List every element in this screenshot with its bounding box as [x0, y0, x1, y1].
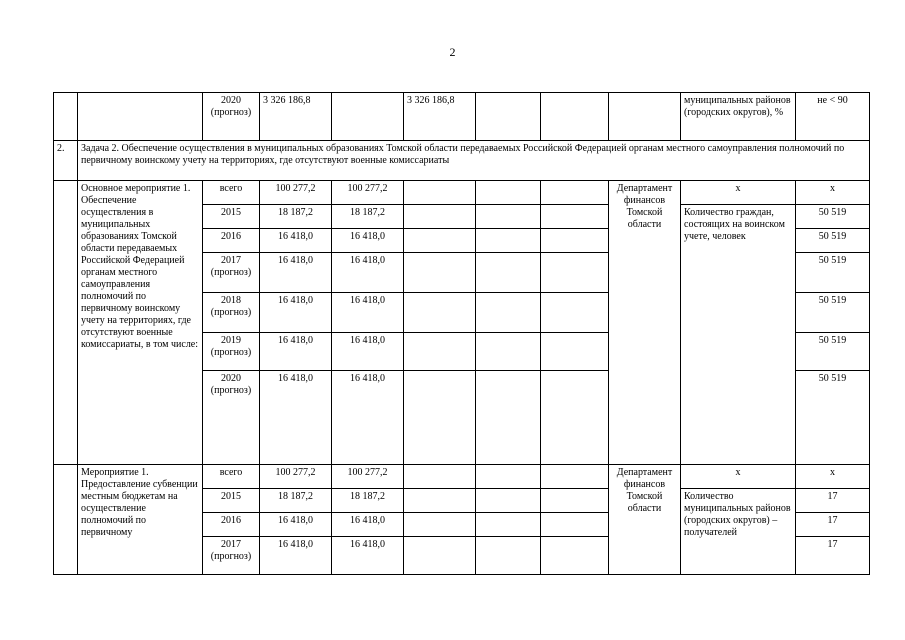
year-cell: 2020 (прогноз) [203, 93, 260, 141]
federal-cell: 3 326 186,8 [404, 93, 476, 141]
federal-cell: 16 418,0 [332, 293, 404, 333]
total-cell: 16 418,0 [260, 513, 332, 537]
task-row [54, 141, 870, 181]
federal-cell: 16 418,0 [332, 253, 404, 293]
indicator-cell: Количество муниципальных районов (городских округов) – получателей [681, 489, 796, 575]
total-cell: 3 326 186,8 [260, 93, 332, 141]
total-cell: 16 418,0 [260, 371, 332, 465]
table-row [54, 93, 870, 141]
federal-cell: 16 418,0 [332, 333, 404, 371]
table-row [54, 181, 870, 205]
table-row [54, 465, 870, 489]
federal-cell: 16 418,0 [332, 513, 404, 537]
value-cell: 50 519 [796, 293, 870, 333]
activity-1-name: Мероприятие 1. Предоставление субвенции местным бюджетам на осуществление полномочий по первичному [78, 465, 203, 575]
federal-cell: 100 277,2 [332, 465, 404, 489]
federal-cell: 16 418,0 [332, 537, 404, 575]
year-cell: 2017 (прогноз) [203, 537, 260, 575]
total-cell: 16 418,0 [260, 293, 332, 333]
executor-cell: Департамент финансов Томской области [609, 181, 681, 465]
indicator-header: х [681, 181, 796, 205]
main-activity-name: Основное мероприятие 1. Обеспечение осуществления в муниципальных образованиях Томской области передаваемых Российской Федерацией органам местного самоуправления полномочий по первичному воинскому учету на территориях, где отсутствуют военные комиссариаты, в том числе: [78, 181, 203, 465]
indicator-cell: муниципальных районов (городских округов), % [681, 93, 796, 141]
year-cell: 2015 [203, 489, 260, 513]
value-cell: 17 [796, 489, 870, 513]
total-cell: 100 277,2 [260, 181, 332, 205]
year-cell: 2015 [203, 205, 260, 229]
total-cell: 18 187,2 [260, 205, 332, 229]
executor-cell: Департамент финансов Томской области [609, 465, 681, 575]
value-cell: не < 90 [796, 93, 870, 141]
page-number: 2 [449, 45, 456, 59]
total-cell: 16 418,0 [260, 537, 332, 575]
year-cell: 2018 (прогноз) [203, 293, 260, 333]
value-cell: х [796, 465, 870, 489]
federal-cell: 18 187,2 [332, 205, 404, 229]
value-cell: х [796, 181, 870, 205]
year-cell: всего [203, 465, 260, 489]
federal-cell: 16 418,0 [332, 229, 404, 253]
year-cell: 2016 [203, 229, 260, 253]
task-number: 2. [54, 141, 78, 181]
year-cell: всего [203, 181, 260, 205]
value-cell: 50 519 [796, 205, 870, 229]
indicator-header: х [681, 465, 796, 489]
value-cell: 50 519 [796, 253, 870, 293]
regional-cell [332, 93, 404, 141]
value-cell: 50 519 [796, 333, 870, 371]
year-cell: 2019 (прогноз) [203, 333, 260, 371]
program-table [53, 92, 870, 575]
federal-cell: 16 418,0 [332, 371, 404, 465]
year-cell: 2020 (прогноз) [203, 371, 260, 465]
value-cell: 17 [796, 537, 870, 575]
task-text: Задача 2. Обеспечение осуществления в муниципальных образованиях Томской области передаваемых Российской Федерацией органам местного самоуправления полномочий по первичному воинскому учету на территориях, где отсутствуют военные комиссариаты [78, 141, 870, 181]
value-cell: 17 [796, 513, 870, 537]
total-cell: 18 187,2 [260, 489, 332, 513]
federal-cell: 18 187,2 [332, 489, 404, 513]
total-cell: 100 277,2 [260, 465, 332, 489]
total-cell: 16 418,0 [260, 333, 332, 371]
indicator-cell: Количество граждан, состоящих на воинском учете, человек [681, 205, 796, 465]
value-cell: 50 519 [796, 371, 870, 465]
federal-cell: 100 277,2 [332, 181, 404, 205]
year-cell: 2016 [203, 513, 260, 537]
total-cell: 16 418,0 [260, 253, 332, 293]
value-cell: 50 519 [796, 229, 870, 253]
year-cell: 2017 (прогноз) [203, 253, 260, 293]
total-cell: 16 418,0 [260, 229, 332, 253]
